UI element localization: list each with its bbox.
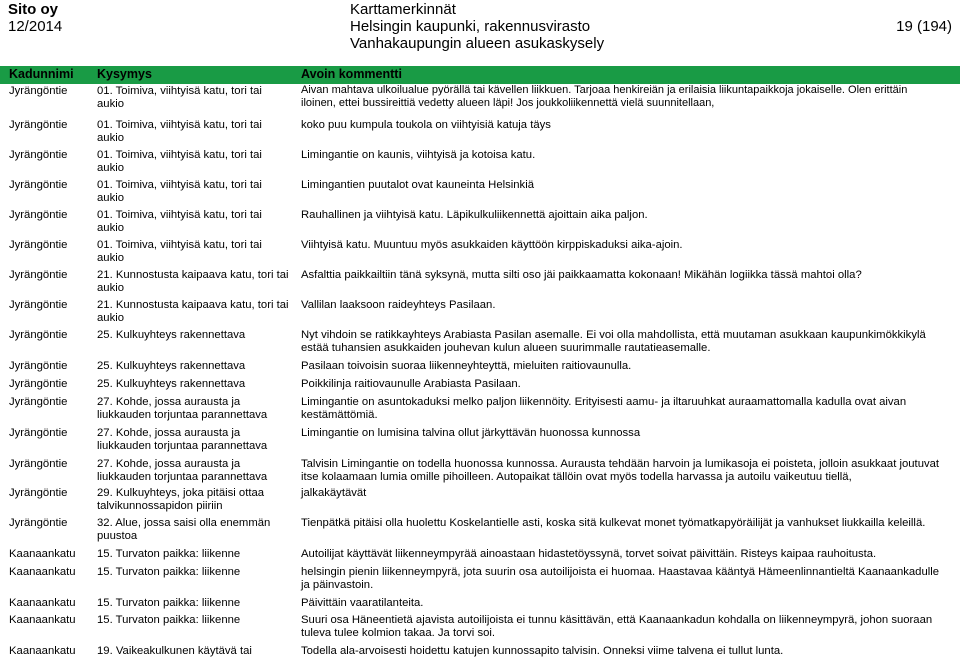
table-row xyxy=(0,238,960,268)
table-body xyxy=(0,84,960,661)
street-cell: Jyrängöntie xyxy=(9,149,68,161)
street-cell: Jyrängöntie xyxy=(9,360,68,372)
comment-cell: Aivan mahtava ulkoilualue pyörällä tai kävellen liikkuen. Tarjoaa henkireiän ja erilaisia liikuntapaikkoja jokaiselle. Olen erittäin iloinen, ettei bussireittiä vedetty alueen läpi! Jos joukkoliikennettä vielä suunnitellaan, xyxy=(301,84,908,110)
question-cell: 01. Toimiva, viihtyisä katu, tori tai aukio xyxy=(97,239,262,265)
table-row xyxy=(0,426,960,457)
company-name: Sito oy xyxy=(8,1,59,18)
comment-cell: Suuri osa Häneentietä ajavista autoilijoista ei tunnu käsittävän, että Kaanaankadun kohdalla on liikenneympyrä, johon suoraan tuleva tulee kolmion takaa. Ja torvi soi. xyxy=(301,614,933,640)
comment-cell: Päivittäin vaaratilanteita. xyxy=(301,597,424,609)
table-row xyxy=(0,178,960,208)
comment-cell: Limingantie on asuntokaduksi melko paljon liikennöity. Erityisesti aamu- ja iltaruuhkat auraamattomalla kadulla ovat aivan kestämättömiä. xyxy=(301,396,907,422)
question-cell: 01. Toimiva, viihtyisä katu, tori tai aukio xyxy=(97,149,262,175)
comment-cell: Viihtyisä katu. Muuntuu myös asukkaiden käyttöön kirppiskaduksi aika-ajoin. xyxy=(301,239,683,251)
question-cell: 25. Kulkuyhteys rakennettava xyxy=(97,329,246,341)
question-cell: 15. Turvaton paikka: liikenne xyxy=(97,566,241,578)
street-cell: Kaanaankatu xyxy=(9,614,76,626)
table-row xyxy=(0,644,960,661)
street-cell: Jyrängöntie xyxy=(9,299,68,311)
street-cell: Kaanaankatu xyxy=(9,548,76,560)
question-cell: 15. Turvaton paikka: liikenne xyxy=(97,597,241,609)
comment-cell: Rauhallinen ja viihtyisä katu. Läpikulkuliikennettä ajoittain aika paljon. xyxy=(301,209,648,221)
comment-cell: Nyt vihdoin se ratikkayhteys Arabiasta Pasilan asemalle. Ei voi olla mahdollista, että muutaman asukkaan kaupunkimökkikylä estää tuhansien asukkaiden jouhevan kulun alueen suurimmalle rautatieasemalle. xyxy=(301,329,926,355)
survey-name: Vanhakaupungin alueen asukaskysely xyxy=(350,35,605,52)
street-cell: Jyrängöntie xyxy=(9,329,68,341)
street-cell: Jyrängöntie xyxy=(9,179,68,191)
table-row xyxy=(0,395,960,426)
table-row xyxy=(0,486,960,516)
table-row xyxy=(0,268,960,298)
street-cell: Kaanaankatu xyxy=(9,645,76,657)
street-cell: Jyrängöntie xyxy=(9,119,68,131)
street-cell: Jyrängöntie xyxy=(9,209,68,221)
comment-cell: Asfalttia paikkailtiin tänä syksynä, mutta silti oso jäi paikkaamatta kokonaan! Mikähän logiikka tässä mahtoi olla? xyxy=(301,269,862,281)
street-cell: Kaanaankatu xyxy=(9,597,76,609)
question-cell: 27. Kohde, jossa aurausta ja liukkauden torjuntaa parannettava xyxy=(97,427,268,453)
header-left xyxy=(8,1,62,35)
comment-cell: helsingin pienin liikenneympyrä, jota suurin osa autoilijoista ei huomaa. Haastavaa kääntyä Hämeenlinnantieltä Kaanaankadulle ja päinvastoin. xyxy=(301,566,940,592)
question-cell: 15. Turvaton paikka: liikenne xyxy=(97,548,241,560)
question-cell: 01. Toimiva, viihtyisä katu, tori tai aukio xyxy=(97,119,262,145)
comment-cell: jalkakäytävät xyxy=(301,487,367,499)
organization: Helsingin kaupunki, rakennusvirasto xyxy=(350,18,591,35)
table-row xyxy=(0,565,960,596)
comment-cell: Talvisin Limingantie on todella huonossa kunnossa. Aurausta tehdään harvoin ja lumikasoja ei poisteta, jolloin asukkaat joutuvat itse kolaamaan lumia omille pihoilleen. Autopaikat tällöin ovat myös todella harvassa ja autoilu vaikeutuu tiellä, xyxy=(301,458,940,484)
street-cell: Jyrängöntie xyxy=(9,517,68,529)
table-row xyxy=(0,516,960,547)
street-cell: Jyrängöntie xyxy=(9,396,68,408)
question-cell: 21. Kunnostusta kaipaava katu, tori tai aukio xyxy=(97,299,289,325)
table-row xyxy=(0,547,960,565)
street-cell: Kaanaankatu xyxy=(9,566,76,578)
street-cell: Jyrängöntie xyxy=(9,458,68,470)
question-cell: 19. Vaikeakulkunen käytävä tai xyxy=(97,645,252,657)
page-number: 19 (194) xyxy=(896,18,952,35)
table-row xyxy=(0,298,960,328)
report-date: 12/2014 xyxy=(8,18,63,35)
street-cell: Jyrängöntie xyxy=(9,239,68,251)
question-cell: 01. Toimiva, viihtyisä katu, tori tai aukio xyxy=(97,85,262,111)
table-row xyxy=(0,613,960,644)
question-cell: 25. Kulkuyhteys rakennettava xyxy=(97,378,246,390)
comment-cell: Limingantie on lumisina talvina ollut järkyttävän huonossa kunnossa xyxy=(301,427,641,439)
question-cell: 01. Toimiva, viihtyisä katu, tori tai aukio xyxy=(97,209,262,235)
comment-cell: Tienpätkä pitäisi olla huolettu Koskelantielle asti, koska sitä kulkevat monet työmatkapyöräilijät ja vanhukset liukkailla keleillä. xyxy=(301,517,926,529)
question-cell: 27. Kohde, jossa aurausta ja liukkauden torjuntaa parannettava xyxy=(97,458,268,484)
table-row xyxy=(0,457,960,486)
comment-cell: Poikkilinja raitiovaunulle Arabiasta Pasilaan. xyxy=(301,378,521,390)
question-cell: 25. Kulkuyhteys rakennettava xyxy=(97,360,246,372)
document-title: Karttamerkinnät xyxy=(350,1,456,18)
header-center xyxy=(350,1,604,52)
street-cell: Jyrängöntie xyxy=(9,487,68,499)
comment-cell: Vallilan laaksoon raideyhteys Pasilaan. xyxy=(301,299,496,311)
street-cell: Jyrängöntie xyxy=(9,85,68,97)
table-row xyxy=(0,377,960,395)
table-header xyxy=(0,66,960,84)
comment-cell: Todella ala-arvoisesti hoidettu katujen kunnossapito talvisin. Onneksi viime talvena ei tullut lunta. xyxy=(301,645,784,657)
table-row xyxy=(0,596,960,613)
table-row xyxy=(0,359,960,377)
comment-cell: Limingantien puutalot ovat kauneinta Helsinkiä xyxy=(301,179,534,191)
question-cell: 29. Kulkuyhteys, joka pitäisi ottaa talvikunnossapidon piiriin xyxy=(97,487,265,513)
question-cell: 21. Kunnostusta kaipaava katu, tori tai aukio xyxy=(97,269,289,295)
comment-cell: Autoilijat käyttävät liikenneympyrää ainoastaan hidastetöyssynä, torvet soivat päivittäin. Risteys kaipaa rauhoitusta. xyxy=(301,548,877,560)
column-header-question: Kysymys xyxy=(97,67,152,81)
table-row xyxy=(0,328,960,359)
comment-cell: Limingantie on kaunis, viihtyisä ja kotoisa katu. xyxy=(301,149,536,161)
street-cell: Jyrängöntie xyxy=(9,269,68,281)
table-row xyxy=(0,84,960,118)
street-cell: Jyrängöntie xyxy=(9,427,68,439)
table-row xyxy=(0,118,960,148)
question-cell: 32. Alue, jossa saisi olla enemmän puustoa xyxy=(97,517,271,543)
comment-cell: koko puu kumpula toukola on viihtyisiä katuja täys xyxy=(301,119,551,131)
street-cell: Jyrängöntie xyxy=(9,378,68,390)
question-cell: 01. Toimiva, viihtyisä katu, tori tai aukio xyxy=(97,179,262,205)
table-row xyxy=(0,148,960,178)
question-cell: 15. Turvaton paikka: liikenne xyxy=(97,614,241,626)
column-header-comment: Avoin kommentti xyxy=(301,67,402,81)
question-cell: 27. Kohde, jossa aurausta ja liukkauden torjuntaa parannettava xyxy=(97,396,268,422)
comment-cell: Pasilaan toivoisin suoraa liikenneyhteyttä, mieluiten raitiovaunulla. xyxy=(301,360,632,372)
table-row xyxy=(0,208,960,238)
column-header-street: Kadunnimi xyxy=(9,67,74,81)
